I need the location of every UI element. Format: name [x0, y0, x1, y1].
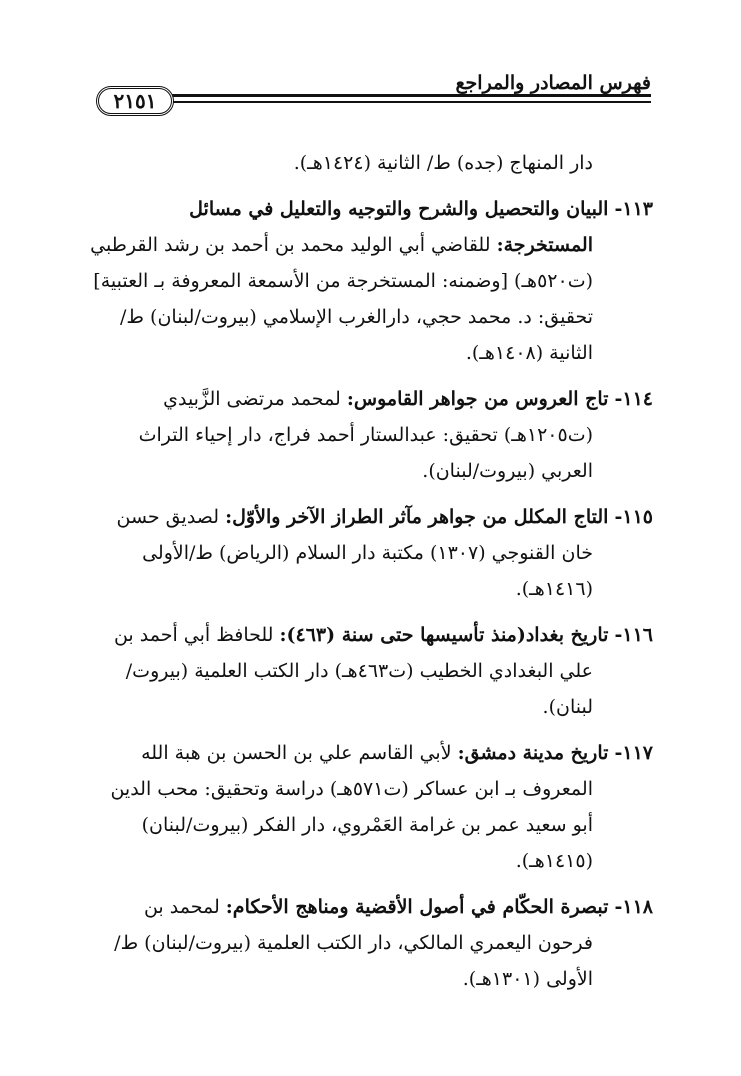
text-line: الثانية (١٤٠٨هـ). — [465, 342, 593, 364]
running-title: فهرس المصادر والمراجع — [455, 72, 651, 94]
entry-number: ١١٤- — [614, 388, 653, 410]
text-line: علي البغدادي الخطيب (ت٤٦٣هـ) دار الكتب العلمية (بيروت/ — [125, 660, 593, 682]
header-rule — [172, 94, 651, 97]
text-line: فرحون اليعمري المالكي، دار الكتب العلمية (بيروت/لبنان) ط/ — [114, 932, 593, 954]
entry-title: تاريخ بغداد(منذ تأسيسها حتى سنة (٤٦٣): — [279, 624, 609, 646]
entry-number: ١١٧- — [614, 742, 653, 764]
text-line: ١١٤- تاج العروس من جواهر القاموس: لمحمد مرتضى الزَّبيدي — [163, 388, 653, 410]
bibliography-entry — [75, 499, 653, 607]
entry-title: البيان والتحصيل والشرح والتوجيه والتعليل في مسائل — [189, 198, 609, 220]
text-line: المستخرجة: للقاضي أبي الوليد محمد بن أحمد بن رشد القرطبي — [90, 234, 593, 256]
bibliography-entry — [75, 735, 653, 879]
text-line: المعروف بـ ابن عساكر (ت٥٧١هـ) دراسة وتحقيق: محب الدين — [110, 778, 593, 800]
text-line: دار المنهاج (جده) ط/ الثانية (١٤٢٤هـ). — [293, 152, 593, 174]
text-line: الأولى (١٣٠١هـ). — [462, 968, 593, 990]
entry-number: ١١٥- — [614, 506, 653, 528]
text-line: العربي (بيروت/لبنان). — [422, 460, 593, 482]
entry-title: تاج العروس من جواهر القاموس: — [346, 388, 609, 410]
text-line: خان القنوجي (١٣٠٧) مكتبة دار السلام (الرياض) ط/الأولى — [142, 542, 593, 564]
text-line: ١١٦- تاريخ بغداد(منذ تأسيسها حتى سنة (٤٦٣): للحافظ أبي أحمد بن — [113, 624, 653, 646]
text-line: ١١٧- تاريخ مدينة دمشق: لأبي القاسم علي بن الحسن بن هبة الله — [141, 742, 653, 764]
text-line: (١٤١٥هـ). — [515, 850, 593, 872]
entry-number: ١١٦- — [614, 624, 653, 646]
bibliography-entry — [75, 191, 653, 371]
text-line: لبنان). — [542, 696, 593, 718]
bibliography-entry — [75, 381, 653, 489]
text-line: ١١٥- التاج المكلل من جواهر مآثر الطراز الآخر والأوّل: لصديق حسن — [116, 506, 653, 528]
text-line: (ت٥٢٠هـ) [وضمنه: المستخرجة من الأسمعة المعروفة بـ العتبية] — [93, 270, 593, 292]
text-line: تحقيق: د. محمد حجي، دارالغرب الإسلامي (بيروت/لبنان) ط/ — [120, 306, 593, 328]
page-header — [96, 70, 651, 122]
page-number: ٢١٥١ — [96, 86, 174, 116]
entry-title: التاج المكلل من جواهر مآثر الطراز الآخر والأوّل: — [225, 506, 609, 528]
bibliography-list — [75, 145, 653, 1007]
text-line: أبو سعيد عمر بن غرامة العَمْروي، دار الفكر (بيروت/لبنان) — [141, 814, 593, 836]
header-rule-thin — [172, 101, 651, 103]
text-line: ١١٨- تبصرة الحكّام في أصول الأقضية ومناهج الأحكام: لمحمد بن — [143, 896, 653, 918]
entry-number: ١١٨- — [614, 896, 653, 918]
bibliography-entry — [75, 889, 653, 997]
entry-number: ١١٣- — [614, 198, 653, 220]
text-line — [75, 191, 653, 227]
bibliography-entry — [75, 617, 653, 725]
text-line: (ت١٢٠٥هـ) تحقيق: عبدالستار أحمد فراج، دار إحياء التراث — [138, 424, 593, 446]
entry-title: تبصرة الحكّام في أصول الأقضية ومناهج الأحكام: — [225, 896, 609, 918]
text-line: (١٤١٦هـ). — [515, 578, 593, 600]
entry-title: تاريخ مدينة دمشق: — [457, 742, 609, 764]
bibliography-continuation — [75, 145, 653, 181]
